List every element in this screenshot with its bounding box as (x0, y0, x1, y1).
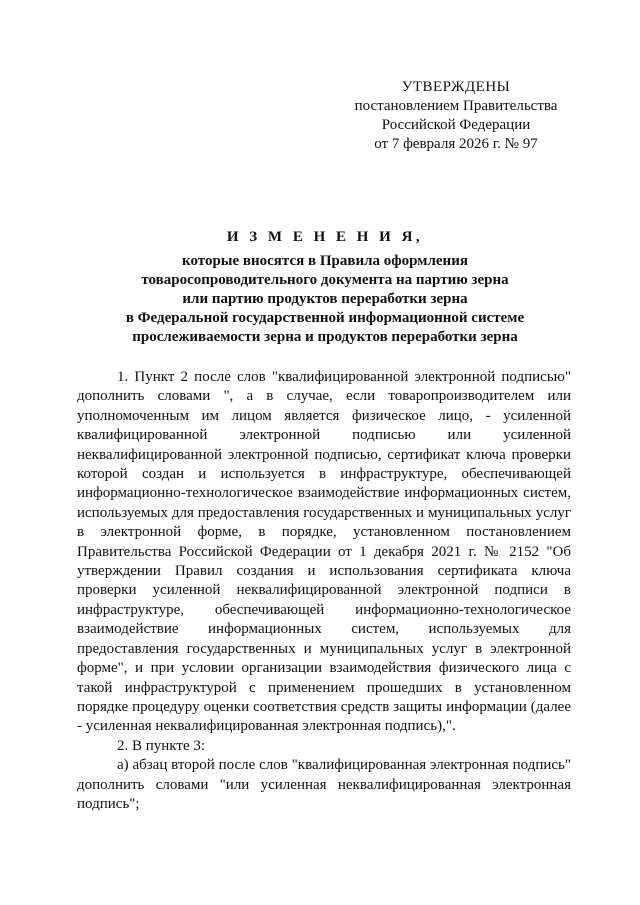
approval-title: УТВЕРЖДЕНЫ (401, 79, 511, 95)
subtitle-line-1: которые вносятся в Правила оформления (182, 253, 468, 269)
approval-line-2: Российской Федерации (381, 117, 531, 133)
approval-block (340, 78, 572, 154)
subtitle-line-2: товаросопроводительного документа на партию зерна (141, 272, 509, 288)
approval-line-1: постановлением Правительства (354, 98, 558, 114)
subtitle-line-4: в Федеральной государственной информационной системе (125, 310, 525, 326)
paragraph-2: 2. В пункте 3: (117, 737, 206, 754)
subtitle-line-3: или партию продуктов переработки зерна (182, 291, 468, 307)
subtitle-line-5: прослеживаемости зерна и продуктов переработки зерна (132, 329, 518, 345)
paragraph-3: а) абзац второй после слов "квалифицированная электронная подпись" дополнить словами "или усиленная неквалифицированная электронная подпись"; (77, 757, 571, 812)
document-body (77, 368, 571, 814)
approval-line-3: от 7 февраля 2026 г. № 97 (374, 136, 538, 152)
document-title: И З М Е Н Е Н И Я, (226, 229, 424, 245)
paragraph-1: 1. Пункт 2 после слов "квалифицированной электронной подписью" дополнить словами ", а в случае, если товаропроизводителем или уполномоченным им лицом является физическое лицо, - усиленной квалифицированной электронной подписью или усиленной неквалифицированной электронной подписью, сертификат ключа проверки которой создан и используется в инфраструктуре, обеспечивающей информационно-технологическое взаимодействие информационных систем, используемых для предоставления государственных и муниципальных услуг в электронной форме, в порядке, установленном постановлением Правительства Российской Федерации от 1 декабря 2021 г. № 2152 "Об утверждении Правил создания и использования сертификата ключа проверки усиленной неквалифицированной электронной подписи в инфраструктуре, обеспечивающей информационно-технологическое взаимодействие информационных систем, используемых для предоставления государственных и муниципальных услуг в электронной форме", и при условии организации взаимодействия физического лица с такой инфраструктурой с применением прошедших в установленном порядке процедуру оценки соответствия средств защиты информации (далее - усиленная неквалифицированная электронная подпись),". (77, 369, 571, 735)
document-heading (80, 226, 570, 347)
